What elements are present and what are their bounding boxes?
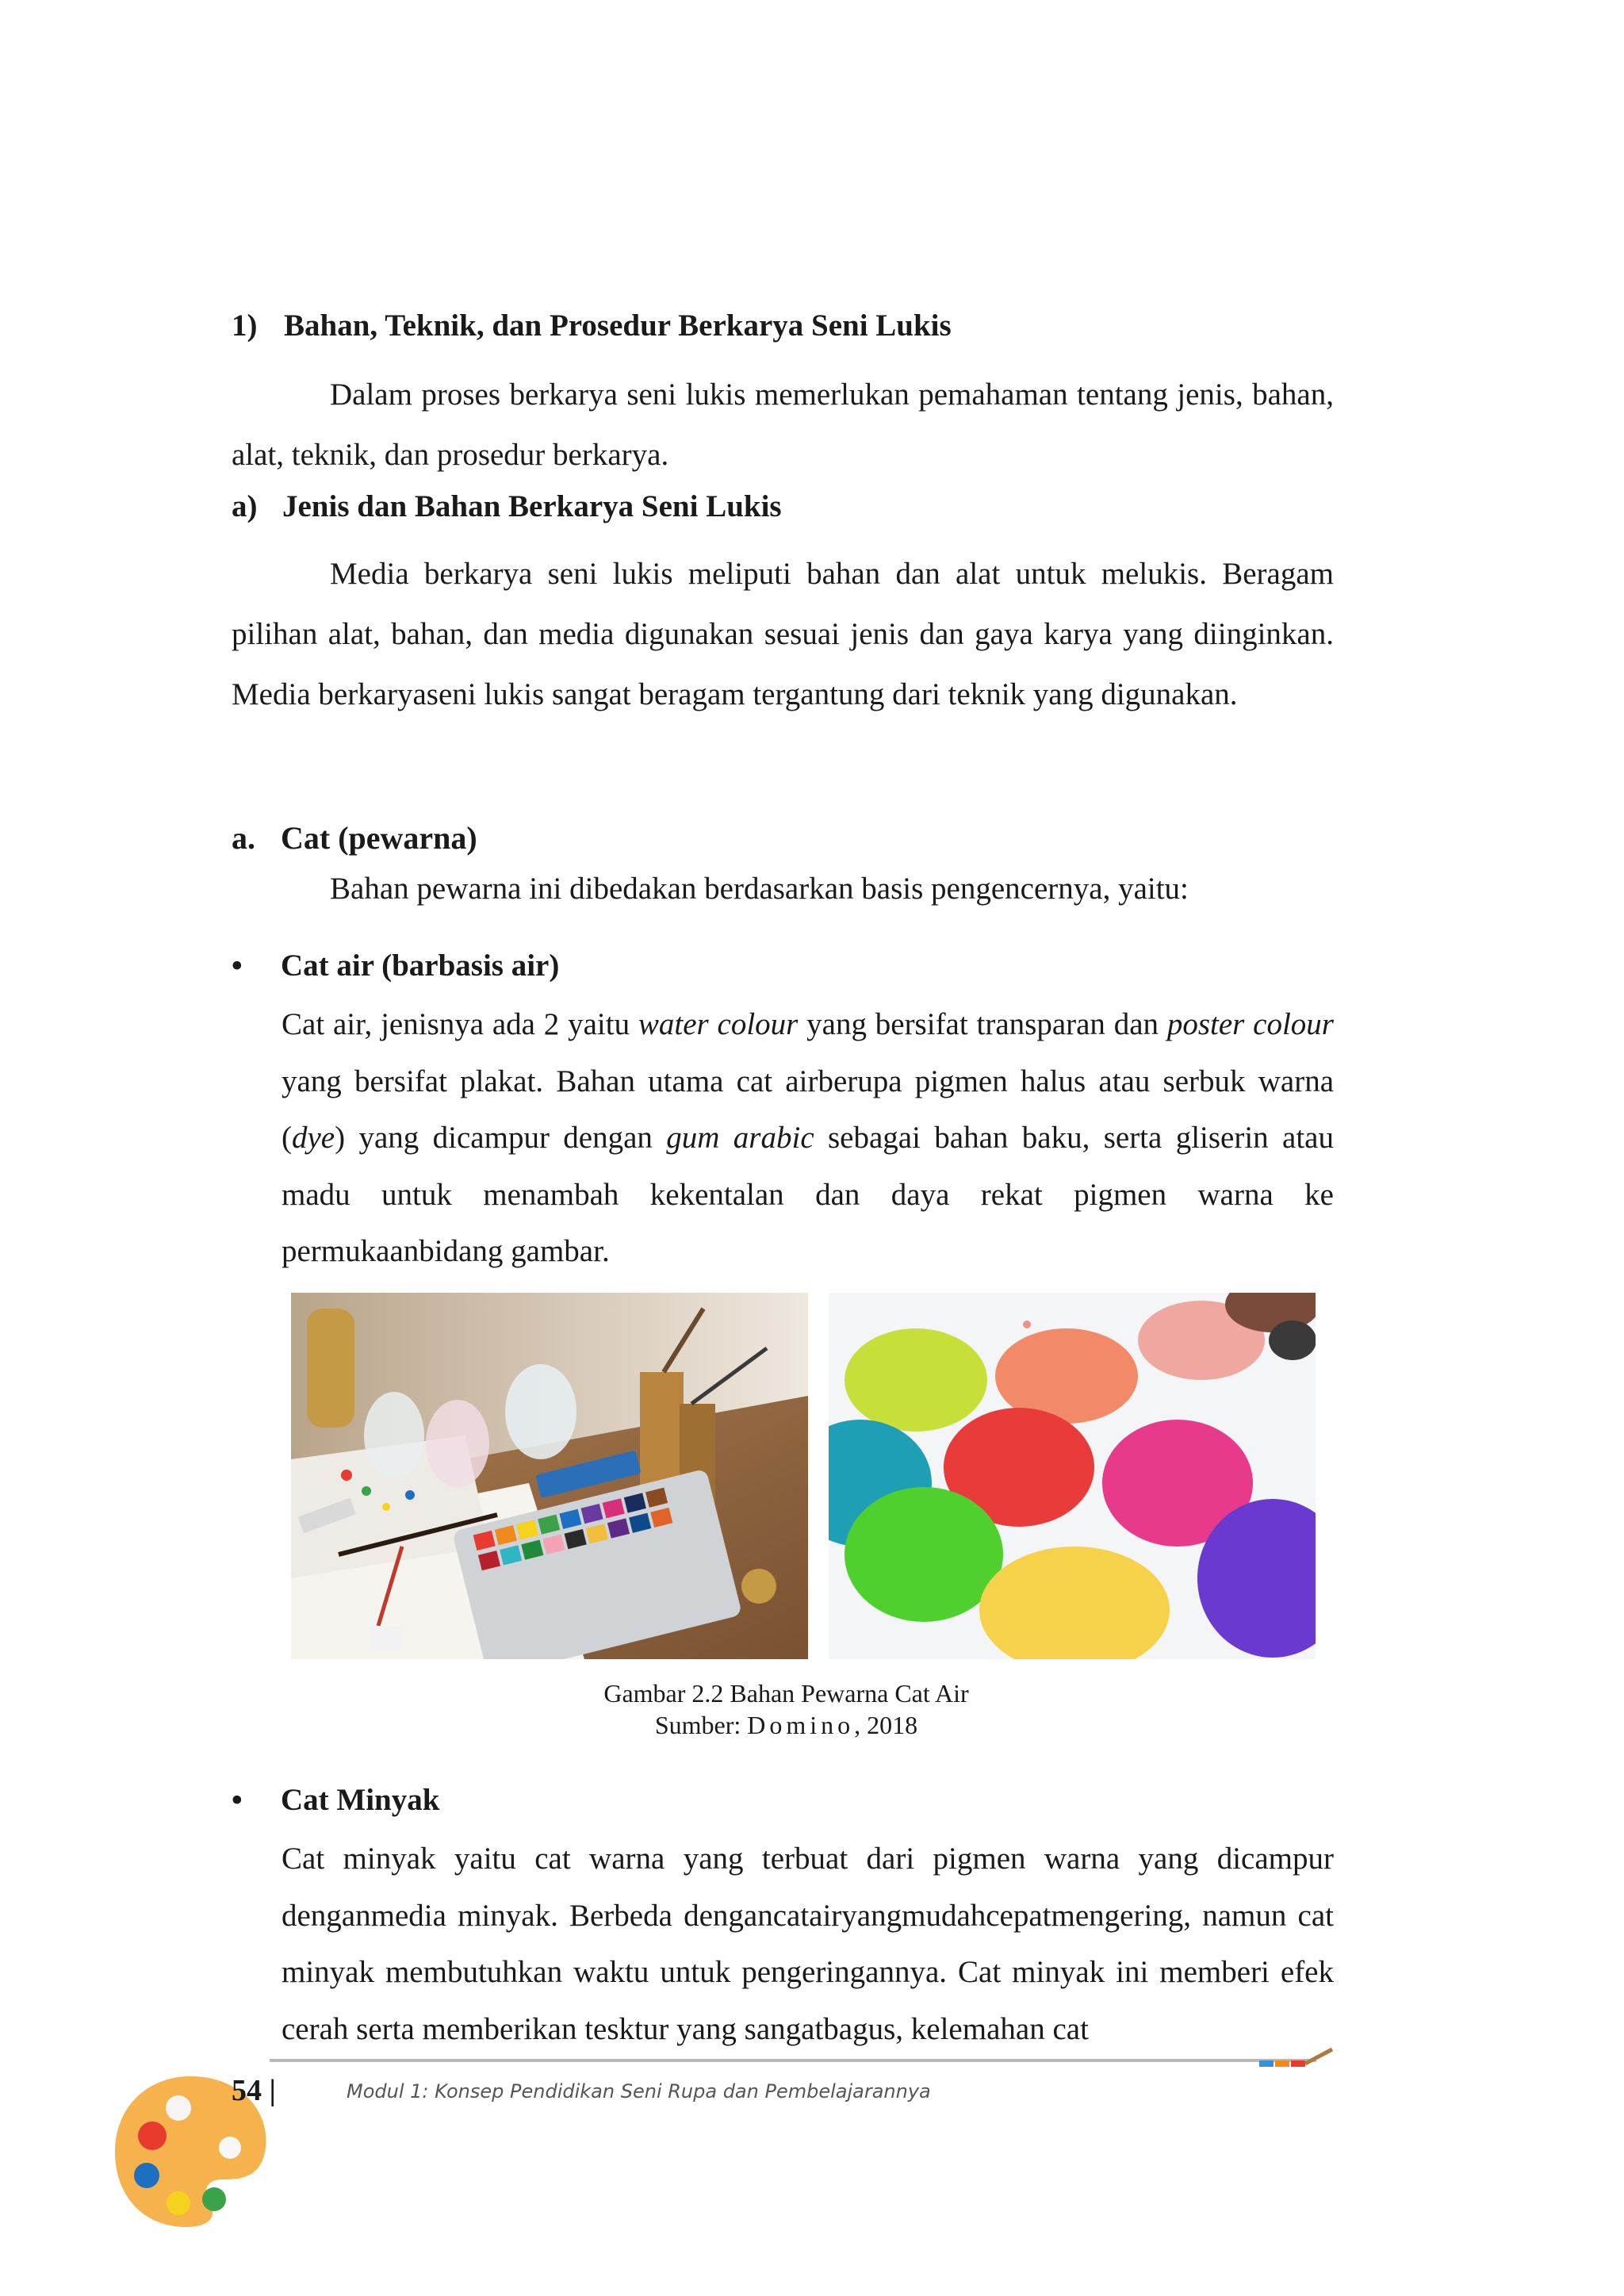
section-number: 1) bbox=[232, 309, 258, 343]
term-dye: dye bbox=[292, 1121, 335, 1155]
source-suffix: , 2018 bbox=[854, 1711, 918, 1739]
paint-heading-title: Cat (pewarna) bbox=[281, 820, 477, 856]
source-name: Domino bbox=[747, 1711, 855, 1739]
subsection-heading bbox=[232, 489, 782, 524]
media-paragraph: Media berkarya seni lukis meliputi bahan dan alat untuk melukis. Beragam pilihan alat, bahan, dan media digunakan sesuai jenis dan gaya karya yang diinginkan. Media berkaryaseni lukis sangat beragam tergantung dari teknik yang digunakan. bbox=[232, 557, 1334, 711]
watercolor-paragraph bbox=[282, 996, 1334, 1280]
subsection-number: a) bbox=[232, 489, 258, 523]
bullet-marker: • bbox=[232, 949, 243, 983]
paint-intro-paragraph: Bahan pewarna ini dibedakan berdasarkan basis pengencernya, yaitu: bbox=[330, 872, 1189, 906]
bullet-title: Cat Minyak bbox=[281, 1783, 440, 1817]
text-segment: ) yang dicampur dengan bbox=[335, 1121, 667, 1155]
text-segment: yang bersifat plakat. Bahan utama cat airberupa pigmen halus atau serbuk warna ( bbox=[282, 1064, 1334, 1155]
intro-paragraph: Dalam proses berkarya seni lukis memerlukan pemahaman tentang jenis, bahan, alat, teknik, dan prosedur berkarya. bbox=[232, 378, 1334, 472]
brush-icon bbox=[1259, 2045, 1335, 2081]
photo-watercolor-pans bbox=[829, 1293, 1316, 1659]
figure-source bbox=[0, 1711, 1572, 1740]
text-segment: Cat air, jenisnya ada 2 yaitu bbox=[282, 1007, 638, 1041]
text-segment: yang bersifat transparan dan bbox=[798, 1007, 1167, 1041]
section-title: Bahan, Teknik, dan Prosedur Berkarya Seni Lukis bbox=[284, 309, 952, 343]
page-number: 54 | bbox=[232, 2074, 276, 2107]
section-heading-1 bbox=[232, 308, 952, 343]
bullet-watercolor bbox=[232, 948, 559, 983]
oil-paint-paragraph: Cat minyak yaitu cat warna yang terbuat dari pigmen warna yang dicampur denganmedia minyak. Berbeda dengancatairyangmudahcepatmengering, namun cat minyak membutuhkan waktu untuk pengeringannya. Cat minyak ini memberi efek cerah serta memberikan tesktur yang sangatbagus, kelemahan cat bbox=[282, 1842, 1334, 2046]
paint-heading bbox=[232, 819, 477, 857]
bullet-oil-paint bbox=[232, 1782, 439, 1818]
term-gum-arabic: gum arabic bbox=[666, 1121, 814, 1155]
photo-watercolor-supplies bbox=[291, 1293, 808, 1659]
source-prefix: Sumber: bbox=[654, 1711, 748, 1739]
term-water-colour: water colour bbox=[638, 1007, 799, 1041]
footer-divider bbox=[270, 2059, 1316, 2062]
term-poster-colour: poster colour bbox=[1166, 1007, 1334, 1041]
bullet-title: Cat air (barbasis air) bbox=[281, 949, 560, 983]
module-title: Modul 1: Konsep Pendidikan Seni Rupa dan Pembelajarannya bbox=[347, 2080, 931, 2102]
text-segment: sebagai bahan baku, serta gliserin atau madu untuk menambah kekentalan dan daya rekat pigmen warna ke permukaanbidang gambar. bbox=[282, 1121, 1334, 1268]
subsection-title: Jenis dan Bahan Berkarya Seni Lukis bbox=[282, 489, 782, 523]
figure-caption: Gambar 2.2 Bahan Pewarna Cat Air bbox=[603, 1679, 969, 1708]
paint-heading-number: a. bbox=[232, 820, 255, 856]
bullet-marker: • bbox=[232, 1783, 243, 1817]
